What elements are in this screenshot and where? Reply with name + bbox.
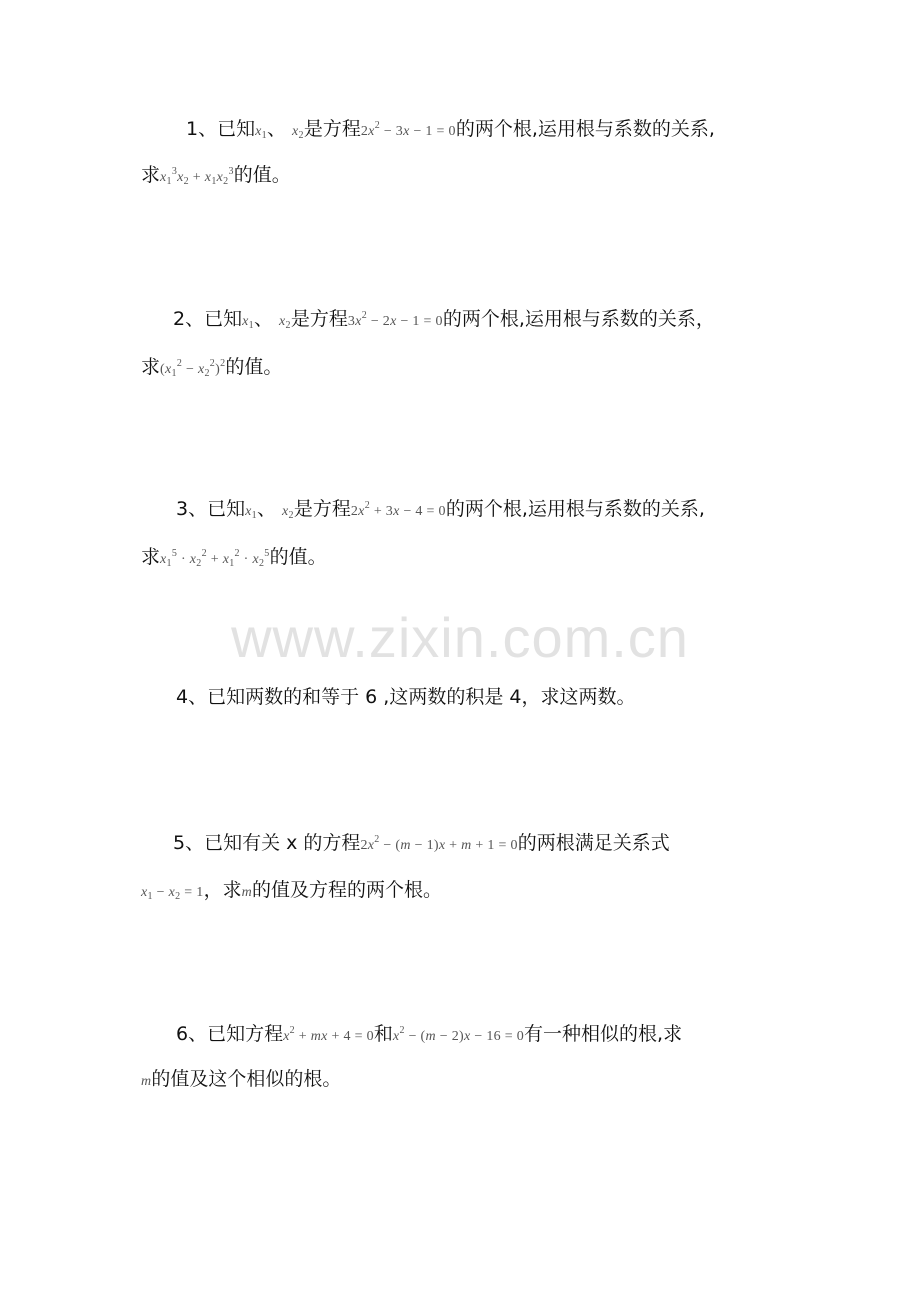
math-equation: $2x^2 + 3x - 4 = 0$	[350, 500, 446, 519]
problem-1-line-2	[141, 159, 291, 185]
math-m: m	[241, 885, 253, 900]
problem-separator: 、	[185, 832, 205, 854]
math-x2: $x_2$	[279, 314, 291, 331]
problem-6-line-2	[141, 1066, 341, 1092]
problem-text: 是方程	[293, 498, 351, 520]
problem-text: 的两个根,运用根与系数的关系，	[442, 308, 715, 330]
problem-number: 1	[186, 118, 199, 140]
problem-2-line-1	[173, 303, 715, 329]
problem-2-line-2	[141, 351, 282, 377]
problem-text: 有一种相似的根,求	[524, 1023, 683, 1045]
math-equation: $2x^2 - (m - 1)x + m + 1 = 0$	[360, 834, 518, 853]
problem-text: 求	[141, 164, 161, 186]
math-x2: $x_2$	[292, 124, 304, 141]
problem-text: 已知	[217, 118, 256, 140]
problem-separator: 、	[188, 1023, 208, 1045]
problem-text: 是方程	[290, 308, 348, 330]
problem-separator: 、	[185, 308, 205, 330]
problem-3-line-2	[141, 541, 327, 567]
problem-text: ，求	[203, 879, 242, 901]
math-x2: $x_2$	[282, 504, 294, 521]
math-x1: $x_1$	[255, 124, 267, 141]
math-relation: $x_1 - x_2 = 1$	[141, 885, 204, 902]
math-expression: $(x_1^2 - x_2^2)^2$	[160, 358, 226, 379]
problem-text: 是方程	[303, 118, 361, 140]
problem-text: 的两根满足关系式	[517, 832, 670, 854]
math-equation-2: $x^2 - (m - 2)x - 16 = 0$	[392, 1025, 525, 1044]
problem-text: 的两个根,运用根与系数的关系,	[455, 118, 715, 140]
problem-separator: 、	[188, 686, 208, 708]
problem-5-line-2	[141, 877, 442, 903]
math-expression: $x_1^3x_2 + x_1x_2^3$	[160, 166, 234, 187]
problem-number: 3	[176, 498, 189, 520]
problem-3-line-1	[176, 493, 705, 519]
problem-text: 求	[141, 356, 161, 378]
problem-text: 已知有关 x 的方程	[204, 832, 361, 854]
math-equation: $3x^2 - 2x - 1 = 0$	[347, 310, 443, 329]
math-equation-1: $x^2$ + mx + 4 = 0	[283, 1025, 374, 1044]
problem-text: 的值。	[225, 356, 283, 378]
problem-text: 求	[141, 546, 161, 568]
problem-text: 、	[253, 308, 273, 330]
problem-text: 的值。	[233, 164, 291, 186]
math-expression: $x_1^5 \cdot x_2^2 + x_1^2 \cdot x_2^5$	[160, 548, 270, 569]
problem-text: 和	[373, 1023, 393, 1045]
problem-5-line-1	[173, 827, 670, 853]
problem-number: 6	[176, 1023, 189, 1045]
problem-number: 4	[176, 686, 189, 708]
problem-6-line-1	[176, 1018, 682, 1044]
problem-text: 、	[256, 498, 276, 520]
math-m: m	[141, 1074, 152, 1089]
problem-text: 的两个根,运用根与系数的关系,	[445, 498, 705, 520]
problem-text: 已知	[204, 308, 243, 330]
math-x1: $x_1$	[242, 314, 254, 331]
problem-text: 的值及这个相似的根。	[151, 1068, 342, 1090]
problem-text: 已知两数的和等于 6 ,这两数的积是 4，求这两数。	[207, 686, 636, 708]
problem-text: 、	[266, 118, 286, 140]
problem-separator: 、	[198, 118, 218, 140]
problem-number: 5	[173, 832, 186, 854]
problem-1-line-1	[186, 113, 715, 139]
problem-text: 已知	[207, 498, 246, 520]
math-x1: $x_1$	[245, 504, 257, 521]
problem-separator: 、	[188, 498, 208, 520]
problem-4-line-1	[176, 684, 635, 710]
problem-number: 2	[173, 308, 186, 330]
problem-text: 的值及方程的两个根。	[252, 879, 443, 901]
math-equation: $2x^2 - 3x - 1 = 0$	[360, 120, 456, 139]
problem-text: 已知方程	[207, 1023, 284, 1045]
watermark-text: www.zixin.com.cn	[231, 606, 689, 669]
problem-text: 的值。	[269, 546, 327, 568]
